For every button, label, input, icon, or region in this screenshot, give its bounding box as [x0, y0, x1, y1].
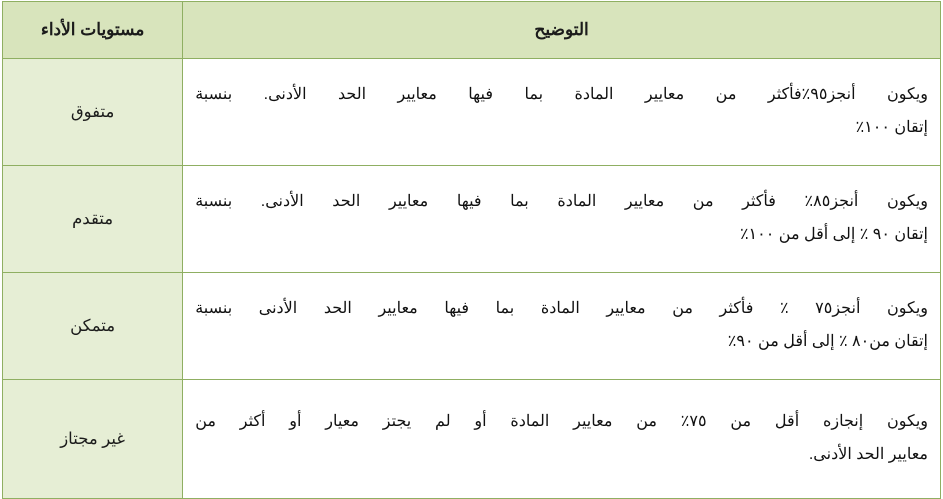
- level-cell: متقدم: [3, 166, 183, 273]
- description-line: معايير الحد الأدنى.: [808, 446, 928, 463]
- table-row: [3, 273, 941, 380]
- column-header-level: مستويات الأداء: [3, 2, 183, 59]
- table-header: [3, 2, 941, 59]
- level-cell: متفوق: [3, 59, 183, 166]
- table-row: [3, 166, 941, 273]
- table-row: [3, 380, 941, 499]
- description-line: إتقان ١٠٠٪: [855, 119, 928, 136]
- description-line: ويكون أنجز٨٥٪ فأكثر من معايير المادة بما فيها معايير الحد الأدنى. بنسبة: [195, 193, 929, 211]
- description-cell: [183, 380, 941, 499]
- table-header-row: [3, 2, 941, 59]
- table-row: [3, 59, 941, 166]
- description-line: إتقان ٩٠ ٪ إلى أقل من ١٠٠٪: [739, 226, 928, 243]
- description-cell: [183, 166, 941, 273]
- performance-levels-table: [2, 1, 941, 499]
- document-page: [0, 1, 943, 463]
- column-header-description: التوضيح: [183, 2, 941, 59]
- description-cell: [183, 59, 941, 166]
- description-cell: [183, 273, 941, 380]
- level-cell: متمكن: [3, 273, 183, 380]
- description-line: إتقان من٨٠ ٪ إلى أقل من ٩٠٪: [727, 333, 928, 350]
- description-line: ويكون أنجز٩٥٪فأكثر من معايير المادة بما فيها معايير الحد الأدنى. بنسبة: [195, 86, 929, 104]
- table-body: [3, 59, 941, 499]
- description-line: ويكون إنجازه أقل من ٧٥٪ من معايير المادة أو لم يجتز معيار أو أكثر من: [195, 413, 929, 431]
- level-cell: غير مجتاز: [3, 380, 183, 499]
- description-line: ويكون أنجز٧٥ ٪ فأكثر من معايير المادة بما فيها معايير الحد الأدنى بنسبة: [195, 300, 929, 318]
